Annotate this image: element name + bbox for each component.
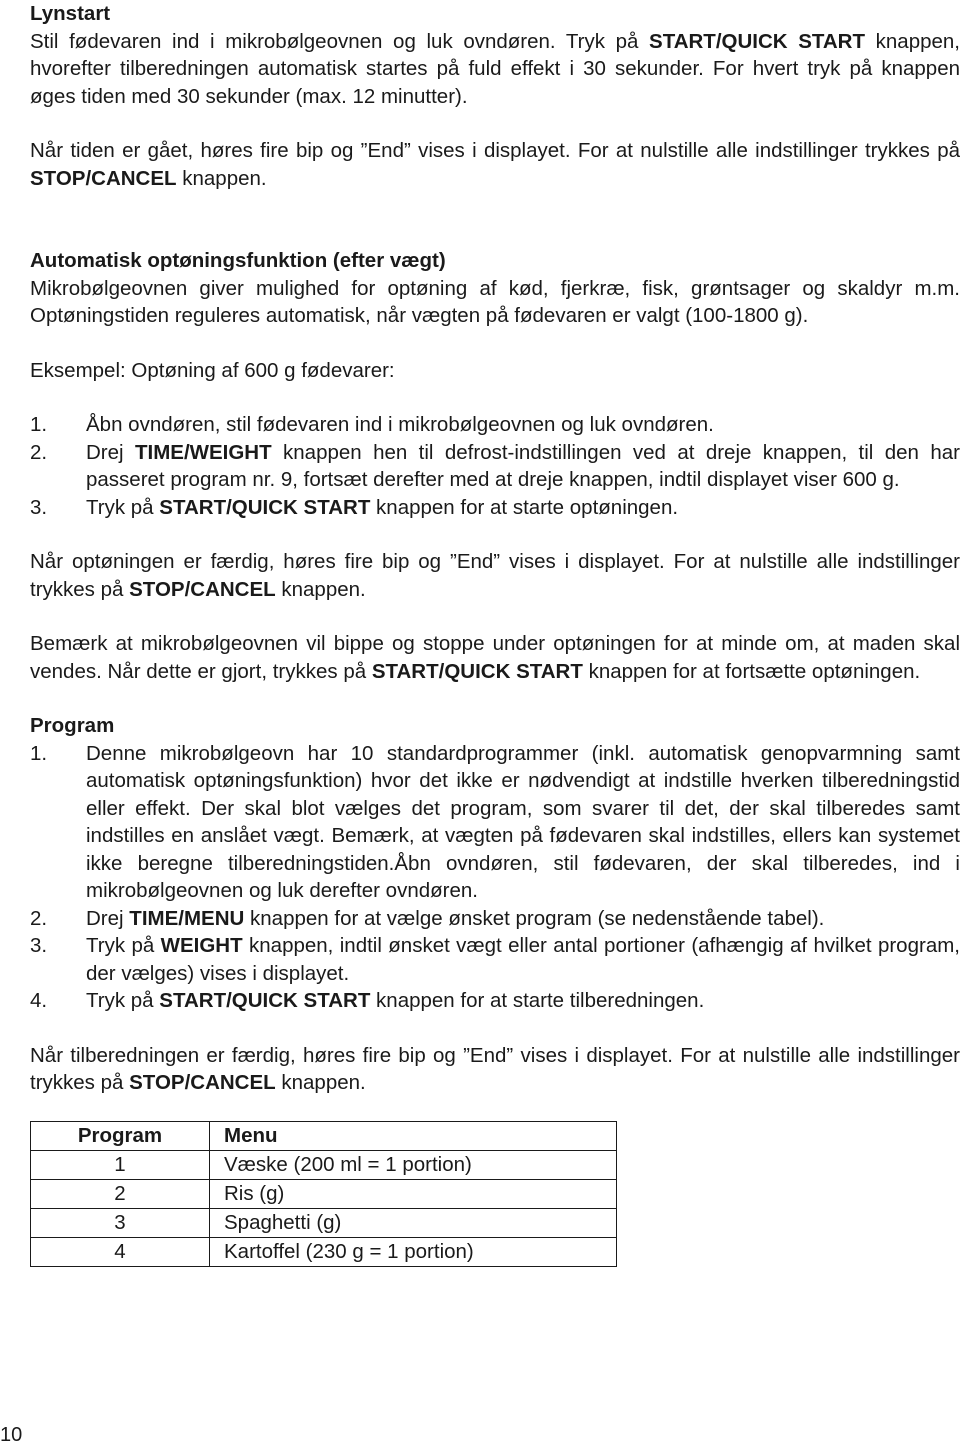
list-item [30, 932, 960, 987]
quickstart-end-paragraph [30, 137, 960, 192]
step-number: 1. [30, 413, 48, 436]
menu-cell: Spaghetti (g) [210, 1208, 617, 1237]
step-number: 4. [30, 989, 48, 1012]
quickstart-section [30, 0, 960, 192]
program-section [30, 712, 960, 1267]
list-item [30, 411, 960, 439]
table-row [31, 1237, 617, 1266]
text-run: knappen hen til defrost-indstillingen ved at dreje knappen, til den har passeret program nr. 9, fortsæt derefter med at dreje knappen, indtil displayet viser 600 g. [86, 440, 960, 491]
table-row [31, 1179, 617, 1208]
button-name: START/QUICK START [159, 989, 371, 1012]
text-run: Tryk på [86, 934, 161, 957]
button-name: WEIGHT [160, 934, 243, 957]
defrost-heading: Automatisk optøningsfunktion (efter vægt) [30, 249, 446, 272]
text-run: Drej [86, 906, 130, 930]
step-number: 2. [30, 440, 48, 464]
program-cell: 3 [31, 1208, 210, 1237]
button-name: STOP/CANCEL [30, 166, 177, 190]
step-number: 3. [30, 934, 48, 957]
button-name: STOP/CANCEL [129, 1071, 276, 1094]
button-name: START/QUICK START [159, 495, 371, 519]
text-run: Tryk på [86, 989, 160, 1012]
list-item [30, 439, 960, 494]
text-run: knappen, indtil ønsket vægt eller antal portioner (afhængig af hvilket program, der vælges) vises i displayet. [86, 934, 960, 985]
step-number: 1. [30, 741, 48, 765]
text-run: Når tiden er gået, høres fire bip og ”End” vises i displayet. For at nulstille alle indstillinger trykkes på [30, 139, 960, 162]
defrost-intro: Mikrobølgeovnen giver mulighed for optøning af kød, fjerkræ, fisk, grøntsager og skaldyr m.m. Optøningstiden reguleres automatisk, når vægten på fødevaren er valgt (100-1800 g). [30, 276, 960, 327]
menu-cell: Ris (g) [210, 1179, 617, 1208]
button-name: START/QUICK START [649, 29, 866, 53]
text-run: knappen. [275, 1071, 366, 1094]
button-name: STOP/CANCEL [129, 577, 276, 601]
list-item [30, 740, 960, 905]
step-number: 2. [30, 906, 48, 930]
defrost-example: Eksempel: Optøning af 600 g fødevarer: [30, 358, 395, 382]
text-run: knappen. [176, 166, 267, 190]
defrost-note-paragraph [30, 630, 960, 685]
quickstart-heading: Lynstart [30, 2, 111, 25]
page-number: 10 [0, 1424, 23, 1446]
text-run: Tryk på [86, 495, 160, 519]
text-run: knappen for at fortsætte optøningen. [582, 659, 921, 683]
quickstart-paragraph [30, 28, 960, 111]
list-item [30, 494, 960, 522]
program-heading: Program [30, 714, 115, 737]
text-run: knappen for at starte optøningen. [370, 495, 679, 519]
column-header-program: Program [31, 1121, 210, 1150]
text-run: Åbn ovndøren, stil fødevaren ind i mikrobølgeovnen og luk ovndøren. [86, 413, 714, 436]
text-run: Bemærk at mikrobølgeovnen vil bippe og stoppe under optøningen for at minde om, at maden skal vendes. Når dette er gjort, trykkes på [30, 632, 960, 683]
list-item [30, 987, 960, 1015]
step-number: 3. [30, 495, 48, 519]
text-run: Denne mikrobølgeovn har 10 standardprogrammer (inkl. automatisk genopvarmning samt automatisk optøningsfunktion) hvor det ikke er nødvendigt at indstille hverken tilberedningstid eller effekt. Der skal blot vælges det program, som svarer til det, der skal tilberedes samt indstilles en anslået vægt. Bemærk, at vægten på fødevaren skal indstilles, ellers kan systemet ikke beregne tilberedningstiden.Åbn ovndøren, stil fødevaren, der skal tilberedes, ind i mikrobølgeovnen og luk derefter ovndøren. [86, 741, 960, 902]
button-name: TIME/MENU [129, 906, 245, 930]
program-cell: 4 [31, 1237, 210, 1266]
menu-cell: Væske (200 ml = 1 portion) [210, 1150, 617, 1179]
column-header-menu: Menu [210, 1121, 617, 1150]
text-run: knappen for at vælge ønsket program (se nedenstående tabel). [244, 906, 825, 930]
text-run: Drej [86, 440, 135, 464]
program-cell: 1 [31, 1150, 210, 1179]
defrost-section [30, 247, 960, 685]
button-name: TIME/WEIGHT [134, 440, 272, 464]
text-run: Når tilberedningen er færdig, høres fire bip og ”End” vises i displayet. For at nulstille alle indstillinger trykkes på [30, 1043, 960, 1094]
list-item [30, 905, 960, 933]
manual-page [30, 0, 960, 1267]
menu-cell: Kartoffel (230 g = 1 portion) [210, 1237, 617, 1266]
button-name: START/QUICK START [371, 659, 583, 683]
table-header-row [31, 1121, 617, 1150]
text-run: knappen for at starte tilberedningen. [370, 989, 705, 1012]
program-cell: 2 [31, 1179, 210, 1208]
table-row [31, 1150, 617, 1179]
defrost-steps [30, 411, 960, 521]
defrost-done-paragraph [30, 548, 960, 603]
program-done-paragraph [30, 1042, 960, 1097]
program-steps [30, 740, 960, 1015]
text-run: Stil fødevaren ind i mikrobølgeovnen og luk ovndøren. Tryk på [30, 29, 650, 53]
text-run: knappen, hvorefter tilberedningen automatisk startes på fuld effekt i 30 sekunder. For hvert tryk på knappen øges tiden med 30 sekunder (max. 12 minutter). [30, 29, 960, 108]
text-run: Når optøningen er færdig, høres fire bip og ”End” vises i displayet. For at nulstille alle indstillinger trykkes på [30, 550, 960, 601]
program-table [30, 1121, 617, 1267]
table-row [31, 1208, 617, 1237]
text-run: knappen. [275, 577, 366, 601]
